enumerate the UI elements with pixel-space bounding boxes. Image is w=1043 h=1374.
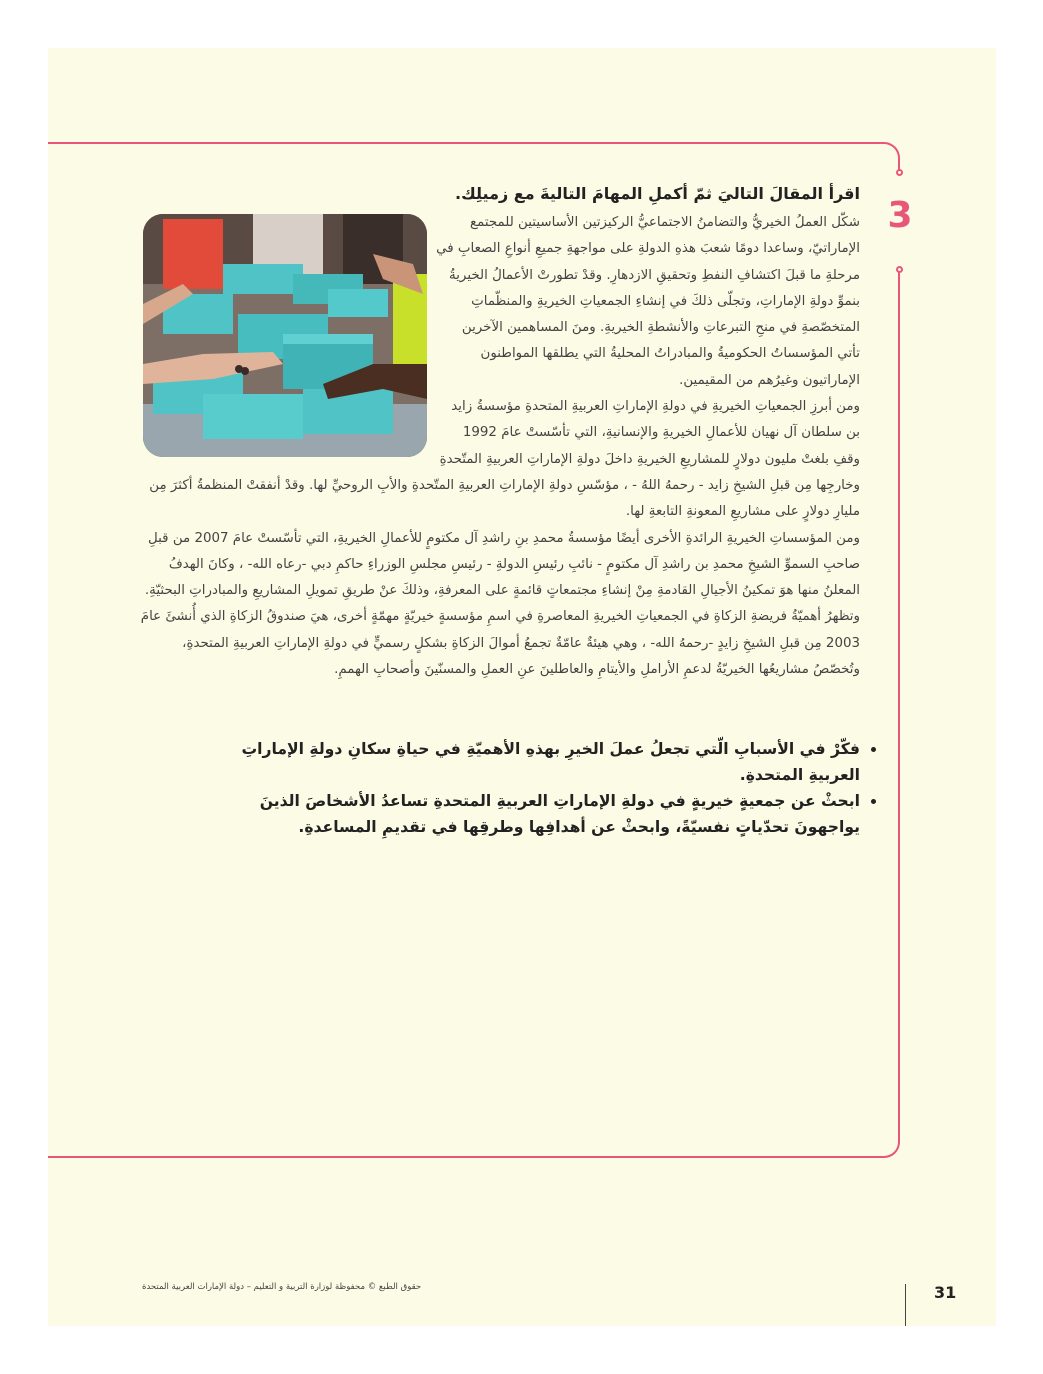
- page-number: 31: [934, 1283, 957, 1302]
- frame-dot-bottom: [896, 266, 903, 273]
- article-paragraph: وتظهرُ أهميّةُ فريضةِ الزكاةِ في الجمعياتِ الخيريةِ المعاصرةِ في اسمِ مؤسسةٍ خيريّةٍ مهمّةٍ أخرى، هيَ صندوقُ الزكاةِ الذي أُنشئَ عامَ 2003 مِن قبلِ الشيخِ زايدٍ -رحمهُ الله- ، وهي هيئةٌ عامّةٌ تجمعُ أموالَ الزكاةِ بشكلٍ رسميٍّ في دولةِ الإماراتِ العربيةِ المتحدةِ، وتُخصّصُ مشاريعُها الخيريّةُ لدعمِ الأراملِ والأيتامِ والعاطلينَ عنِ العملِ والمسنّينَ وأصحابِ الهممِ.: [140, 609, 860, 678]
- photo-spacer: [140, 210, 436, 468]
- task-list: [190, 736, 882, 840]
- page-number-divider: [905, 1284, 906, 1326]
- task-item: • ابحثْ عن جمعيةٍ خيريةٍ في دولةِ الإماراتِ العربيةِ المتحدةِ تساعدُ الأشخاصَ الذينَ يواجهونَ تحدّياتٍ نفسيّةً، وابحثْ عن أهدافِها وطرقِها في تقديمِ المساعدةِ.: [190, 788, 860, 840]
- activity-heading: اقرأ المقالَ التاليَ ثمّ أكملِ المهامَ التاليةَ مع زميلِك.: [455, 184, 860, 203]
- article-paragraph: ومن أبرزِ الجمعياتِ الخيريةِ في دولةِ الإماراتِ العربيةِ المتحدةِ مؤسسةُ زايد بن سلطان آل نهيان للأعمالِ الخيريةِ والإنسانيةِ، التي تأسّستْ عامَ 1992 وقفِ بلغتْ مليون دولارٍ للمشاريعِ الخيريةِ داخلَ دولةِ الإماراتِ العربيةِ المتّحدةِ وخارجِها مِن قبلِ الشيخِ زايد - رحمهُ اللهُ - ، مؤسّسِ دولةِ الإماراتِ العربيةِ المتّحدةِ والأبِ الروحيِّ لها. وقدْ أنفقتْ المنظمةُ أكثرَ مِن مليارِ دولارٍ على مشاريعِ المعونةِ التابعةِ لها.: [149, 399, 860, 520]
- frame-dot-top: [896, 169, 903, 176]
- article-body: [140, 210, 860, 683]
- article-paragraph: شكّل العملُ الخيريُّ والتضامنُ الاجتماعيُّ الركيزتين الأساسيتين للمجتمع الإماراتيّ، وساعدا دومًا شعبَ هذهِ الدولةِ على مواجهةِ جميعِ أنواعِ الصعابِ في مرحلةِ ما قبلَ اكتشافِ النفطِ وتحقيقِ الازدهارِ. وقدْ تطورتْ الأعمالُ الخيريةُ بنموِّ دولةِ الإماراتِ، وتجلّى ذلكَ في إنشاءِ الجمعياتِ الخيريةِ والمنظّماتِ المتخصّصةِ في منحِ التبرعاتِ والأنشطةِ الخيريةِ. ومنَ المساهمين الآخرين تأتي المؤسساتُ الحكوميةُ والمبادراتُ المحليةُ التي يطلقها المواطنون الإماراتيون وغيرُهم من المقيمين.: [436, 215, 860, 388]
- article-paragraph: ومن المؤسساتِ الخيريةِ الرائدةِ الأخرى أيضًا مؤسسةُ محمدِ بنِ راشدِ آل مكتومٍ للأعمالِ الخيريةِ، التي تأسّستْ عامَ 2007 من قبلِ صاحبِ السموِّ الشيخِ محمدِ بن راشدِ آل مكتومٍ - نائبِ رئيسِ الدولةِ - رئيسِ مجلسِ الوزراءِ حاكمِ دبي -رعاه الله- ، وكانَ الهدفُ المعلنُ منها هوَ تمكينُ الأجيالِ القادمةِ مِنْ إنشاءِ مجتمعاتٍ قائمةٍ على المعرفةِ، وذلكَ عنْ طريقِ تمويلِ المشاريعِ والمبادراتِ البحثيّةِ.: [144, 530, 860, 599]
- copyright-footer: حقوق الطبع © محفوظة لوزارة التربية و التعليم – دولة الإمارات العربية المتحدة: [142, 1282, 422, 1292]
- task-item: • فكّرْ في الأسبابِ الّتي تجعلُ عملَ الخيرِ بهذهِ الأهميّةِ في حياةِ سكانِ دولةِ الإماراتِ العربيةِ المتحدةِ.: [190, 736, 860, 788]
- section-number: 3: [887, 195, 913, 236]
